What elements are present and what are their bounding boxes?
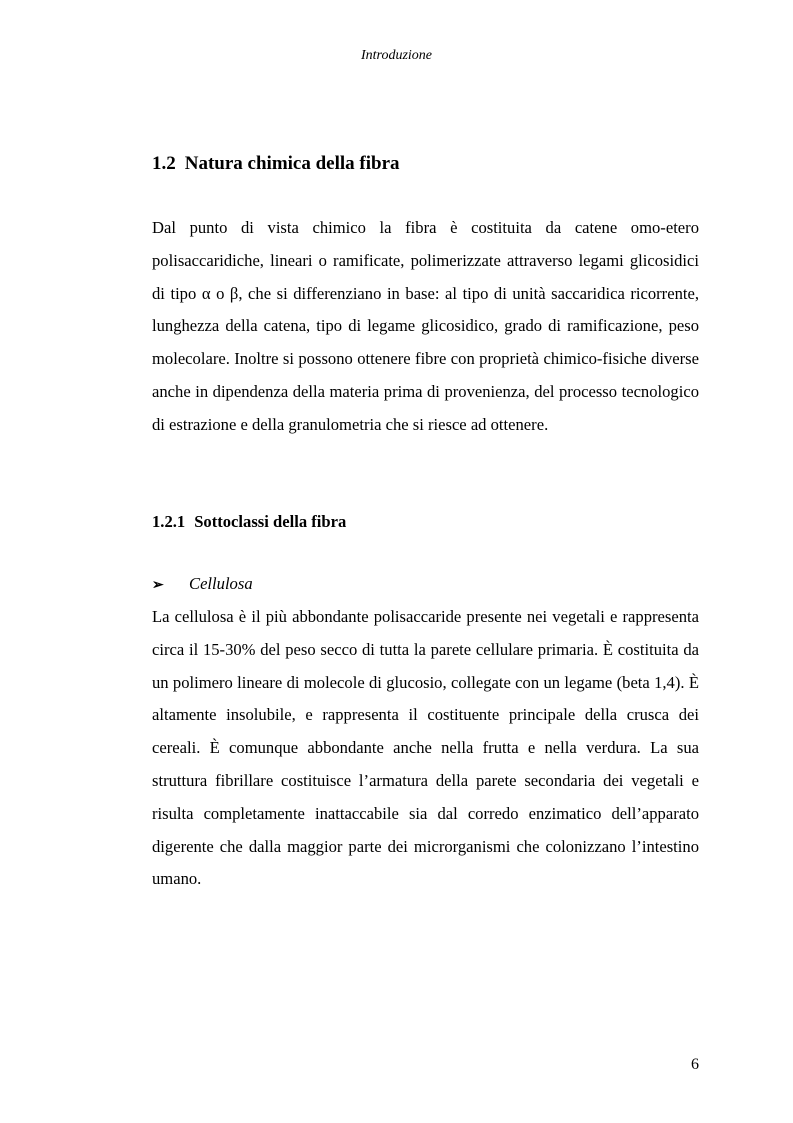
section-title: [152, 153, 400, 175]
page-number: 6: [691, 1056, 699, 1073]
subsection-number: 1.2.1: [152, 512, 186, 531]
subsection-title-text: Sottoclassi della fibra: [194, 512, 347, 531]
section-paragraph: Dal punto di vista chimico la fibra è costituita da catene omo-etero polisaccaridiche, lineari o ramificate, polimerizzate attraverso legami glicosidici di tipo α o β, che si differenziano in base: al tipo di unità saccaridica ricorrente, lunghezza della catena, tipo di legame glicosidico, grado di ramificazione, peso molecolare. Inoltre si possono ottenere fibre con proprietà chimico-fisiche diverse anche in dipendenza della materia prima di provenienza, del processo tecnologico di estrazione e della granulometria che si riesce ad ottenere.: [152, 218, 699, 434]
arrow-bullet-icon: ➢: [152, 578, 164, 593]
section-number: 1.2: [152, 153, 176, 174]
bullet-heading: [152, 574, 253, 594]
subsection-title: [152, 512, 346, 532]
cellulose-paragraph: La cellulosa è il più abbondante polisaccaride presente nei vegetali e rappresenta circa il 15-30% del peso secco di tutta la parete cellulare primaria. È costituita da un polimero lineare di molecole di glucosio, collegate con un legame (beta 1,4). È altamente insolubile, e rappresenta il costituente principale della crusca dei cereali. È comunque abbondante anche nella frutta e nella verdura. La sua struttura fibrillare costituisce l’armatura della parete secondaria dei vegetali e risulta completamente inattaccabile sia dal corredo enzimatico dell’apparato digerente che dalla maggior parte dei microrganismi che colonizzano l’intestino umano.: [152, 607, 699, 889]
running-header: Introduzione: [360, 48, 433, 63]
bullet-heading-text: Cellulosa: [189, 574, 253, 593]
section-title-text: Natura chimica della fibra: [184, 153, 400, 174]
